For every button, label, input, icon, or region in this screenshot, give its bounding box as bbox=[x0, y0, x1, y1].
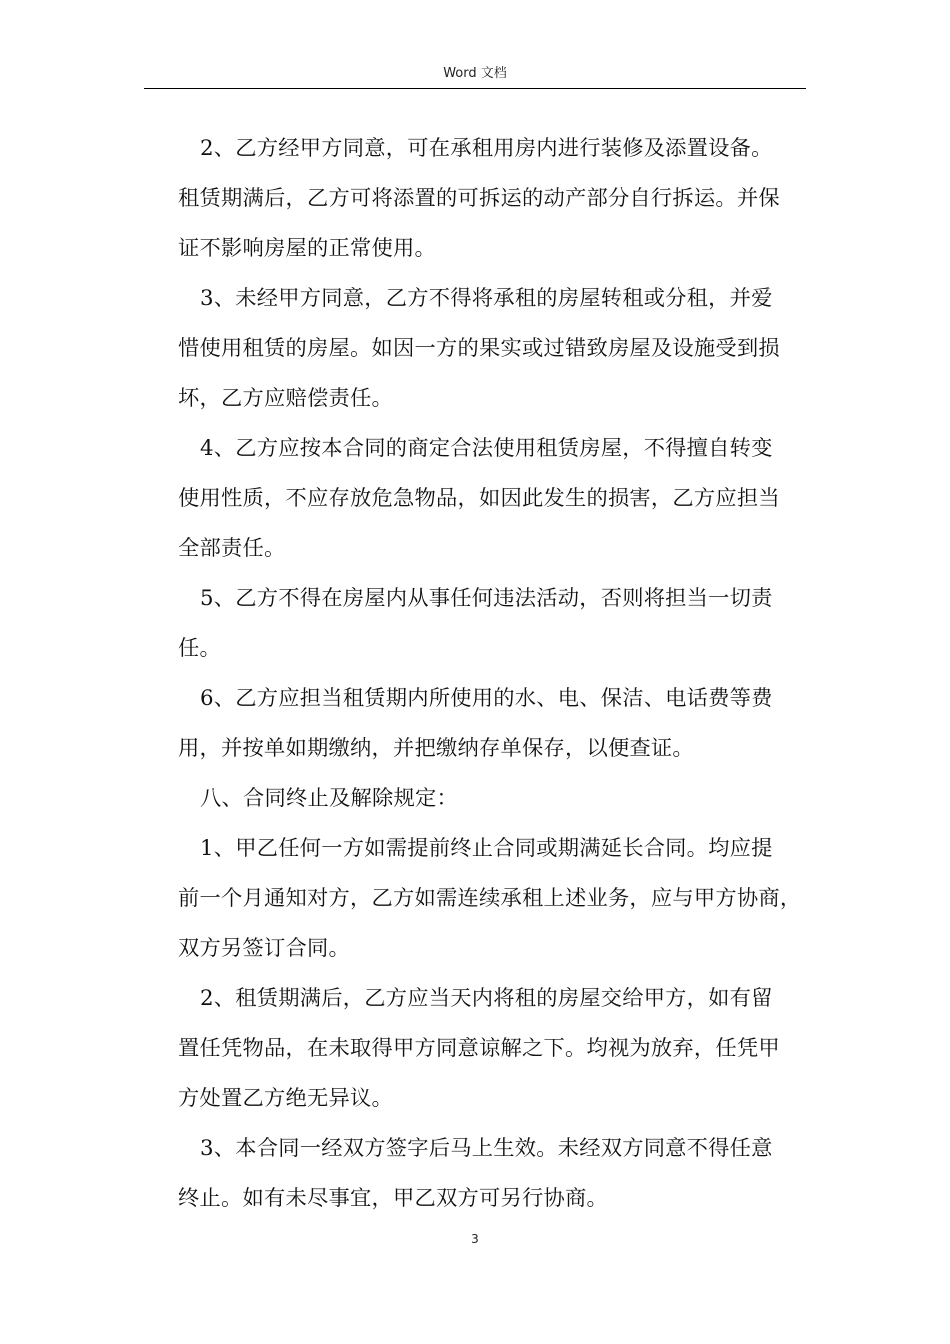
text-line: 2、租赁期满后，乙方应当天内将租的房屋交给甲方，如有留 bbox=[200, 986, 773, 1011]
text-line: 坏，乙方应赔偿责任。 bbox=[178, 386, 393, 411]
text-line: 1、甲乙任何一方如需提前终止合同或期满延长合同。均应提 bbox=[200, 836, 773, 861]
text-line: 全部责任。 bbox=[178, 536, 286, 561]
document-body bbox=[178, 124, 818, 1224]
text-line: 八、合同终止及解除规定： bbox=[200, 786, 458, 811]
clause-paragraph bbox=[178, 274, 818, 424]
text-line: 用，并按单如期缴纳，并把缴纳存单保存，以便查证。 bbox=[178, 736, 694, 761]
text-line: 任。 bbox=[178, 636, 221, 661]
clause-paragraph bbox=[178, 1124, 818, 1224]
text-line: 终止。如有未尽事宜，甲乙双方可另行协商。 bbox=[178, 1186, 608, 1211]
text-line: 置任凭物品，在未取得甲方同意谅解之下。均视为放弃，任凭甲 bbox=[178, 1036, 780, 1061]
clause-paragraph bbox=[178, 424, 818, 574]
clause-paragraph bbox=[178, 824, 818, 974]
header-divider bbox=[144, 88, 806, 89]
clause-paragraph bbox=[178, 574, 818, 674]
text-line: 惜使用租赁的房屋。如因一方的果实或过错致房屋及设施受到损 bbox=[178, 336, 780, 361]
text-line: 3、未经甲方同意，乙方不得将承租的房屋转租或分租，并爱 bbox=[200, 286, 773, 311]
text-line: 6、乙方应担当租赁期内所使用的水、电、保洁、电话费等费 bbox=[200, 686, 773, 711]
text-line: 5、乙方不得在房屋内从事任何违法活动，否则将担当一切责 bbox=[200, 586, 773, 611]
page-number: 3 bbox=[471, 1232, 479, 1246]
text-line: 3、本合同一经双方签字后马上生效。未经双方同意不得任意 bbox=[200, 1136, 773, 1161]
section-heading bbox=[178, 774, 818, 824]
text-line: 2、乙方经甲方同意，可在承租用房内进行装修及添置设备。 bbox=[200, 136, 773, 161]
page-header: Word 文档 bbox=[443, 66, 507, 81]
clause-paragraph bbox=[178, 674, 818, 774]
clause-paragraph bbox=[178, 974, 818, 1124]
clause-paragraph bbox=[178, 124, 818, 274]
text-line: 前一个月通知对方，乙方如需连续承租上述业务，应与甲方协商， bbox=[178, 886, 802, 911]
text-line: 使用性质，不应存放危急物品，如因此发生的损害，乙方应担当 bbox=[178, 486, 780, 511]
text-line: 租赁期满后，乙方可将添置的可拆运的动产部分自行拆运。并保 bbox=[178, 186, 780, 211]
text-line: 方处置乙方绝无异议。 bbox=[178, 1086, 393, 1111]
text-line: 4、乙方应按本合同的商定合法使用租赁房屋，不得擅自转变 bbox=[200, 436, 773, 461]
text-line: 双方另签订合同。 bbox=[178, 936, 350, 961]
text-line: 证不影响房屋的正常使用。 bbox=[178, 236, 436, 261]
